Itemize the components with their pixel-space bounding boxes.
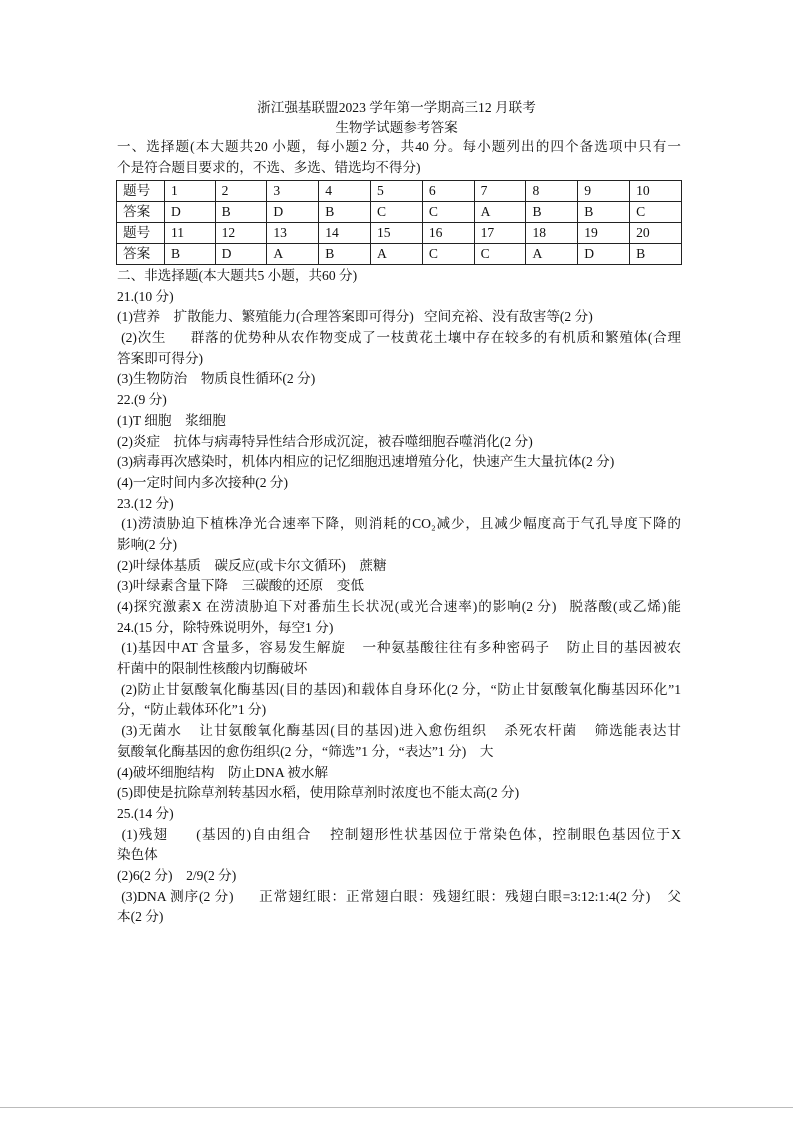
intro-line: 一、选择题(本大题共20 小题，每小题2 分，共40 分。每小题列出的四个备选项中只有一 <box>117 139 681 154</box>
table-cell: 18 <box>526 223 578 244</box>
table-cell: A <box>474 202 526 223</box>
table-cell: 12 <box>215 223 267 244</box>
answer-line: (1)残翅 (基因的)自由组合 控制翅形性状基因位于常染色体，控制眼色基因位于X <box>117 826 681 842</box>
table-cell: 16 <box>422 223 474 244</box>
answer-line: (4)探究激素X 在涝渍胁迫下对番茄生长状况(或光合速率)的影响(2 分) 脱落酸(或乙烯)能 <box>117 599 681 614</box>
answer-line: (5)即使是抗除草剂转基因水稻，使用除草剂时浓度也不能太高(2 分) <box>117 785 520 801</box>
table-cell: 19 <box>578 223 630 244</box>
answer-line: (3)DNA 测序(2 分) 正常翅红眼：正常翅白眼：残翅红眼：残翅白眼=3:12:1:4(2 分) 父 <box>117 888 681 904</box>
table-cell: 7 <box>474 181 526 202</box>
table-cell: C <box>474 244 526 265</box>
table-cell: B <box>319 244 371 265</box>
document-subtitle: 生物学试题参考答案 <box>335 120 458 135</box>
answer-line: (2)炎症 抗体与病毒特异性结合形成沉淀，被吞噬细胞吞噬消化(2 分) <box>117 433 533 449</box>
table-cell: 3 <box>267 181 319 202</box>
answer-line: (3)无菌水 让甘氨酸氧化酶基因(目的基因)进入愈伤组织 杀死农杆菌 筛选能表达甘 <box>117 723 681 739</box>
table-cell: 13 <box>267 223 319 244</box>
intro-line: 个是符合题目要求的，不选、多选、错选均不得分) <box>117 159 421 175</box>
table-cell: B <box>630 244 682 265</box>
answer-line: 二、非选择题(本大题共5 小题，共60 分) <box>117 268 358 283</box>
row-label: 题号 <box>117 181 165 202</box>
answer-line: 25.(14 分) <box>117 805 174 821</box>
answer-line: 22.(9 分) <box>117 392 167 408</box>
table-cell: D <box>267 202 319 223</box>
answer-line: (1)基因中AT 含量多，容易发生解旋 一种氨基酸往往有多种密码子 防止目的基因被农 <box>117 640 681 656</box>
table-cell: 14 <box>319 223 371 244</box>
table-cell: 15 <box>371 223 423 244</box>
table-cell: A <box>371 244 423 265</box>
table-cell: A <box>267 244 319 265</box>
answer-line: (1)涝渍胁迫下植株净光合速率下降，则消耗的CO₂减少，且减少幅度高于气孔导度下降的 <box>117 516 681 532</box>
answer-line: (2)叶绿体基质 碳反应(或卡尔文循环) 蔗糖 <box>117 557 387 573</box>
answer-line: (2)次生 群落的优势种从农作物变成了一枝黄花土壤中存在较多的有机质和繁殖体(合理 <box>117 330 681 346</box>
table-cell: 1 <box>165 181 216 202</box>
table-cell: D <box>578 244 630 265</box>
answer-line: 21.(10 分) <box>117 288 174 304</box>
table-cell: B <box>526 202 578 223</box>
answer-line: (2)防止甘氨酸氧化酶基因(目的基因)和载体自身环化(2 分，“防止甘氨酸氧化酶基因环化”1 <box>117 681 681 697</box>
answer-table <box>116 180 682 265</box>
section2-answers <box>117 266 681 928</box>
section1-intro <box>117 137 681 178</box>
answer-row <box>117 202 682 223</box>
table-cell: 20 <box>630 223 682 244</box>
answer-line: (3)叶绿素含量下降 三碳酸的还原 变低 <box>117 578 364 594</box>
answer-line: 影响(2 分) <box>117 536 178 552</box>
answer-row <box>117 244 682 265</box>
table-cell: C <box>371 202 423 223</box>
table-cell: B <box>578 202 630 223</box>
answer-line: 染色体 <box>117 847 158 863</box>
question-number-row <box>117 223 682 244</box>
answer-line: (4)破坏细胞结构 防止DNA 被水解 <box>117 764 329 780</box>
table-cell: 5 <box>371 181 423 202</box>
table-cell: 8 <box>526 181 578 202</box>
table-cell: B <box>165 244 216 265</box>
table-cell: B <box>319 202 371 223</box>
answer-line: 24.(15 分，除特殊说明外，每空1 分) <box>117 619 334 635</box>
answer-line: 氨酸氧化酶基因的愈伤组织(2 分，“筛选”1 分，“表达”1 分) 大 <box>117 743 494 759</box>
answer-line: (3)生物防治 物质良性循环(2 分) <box>117 371 316 387</box>
answer-line: (2)6(2 分) 2/9(2 分) <box>117 867 237 883</box>
table-cell: C <box>422 244 474 265</box>
table-cell: 9 <box>578 181 630 202</box>
answer-line: 杆菌中的限制性核酸内切酶破坏 <box>117 661 308 677</box>
table-cell: 4 <box>319 181 371 202</box>
answer-line: 23.(12 分) <box>117 495 174 511</box>
document-title: 浙江强基联盟2023 学年第一学期高三12 月联考 <box>257 100 536 115</box>
row-label: 答案 <box>117 202 165 223</box>
answer-line: 分，“防止载体环化”1 分) <box>117 702 267 718</box>
answer-line: (1)营养 扩散能力、繁殖能力(合理答案即可得分) 空间充裕、没有敌害等(2 分) <box>117 309 593 325</box>
row-label: 答案 <box>117 244 165 265</box>
answer-line: (1)T 细胞 浆细胞 <box>117 412 226 428</box>
table-cell: 10 <box>630 181 682 202</box>
answer-line: (4)一定时间内多次接种(2 分) <box>117 474 289 490</box>
table-cell: 11 <box>165 223 216 244</box>
row-label: 题号 <box>117 223 165 244</box>
table-cell: C <box>630 202 682 223</box>
table-cell: C <box>422 202 474 223</box>
answer-line: 答案即可得分) <box>117 350 204 366</box>
table-cell: D <box>165 202 216 223</box>
table-cell: 2 <box>215 181 267 202</box>
page-bottom-rule <box>0 1107 793 1108</box>
table-cell: D <box>215 244 267 265</box>
table-cell: 17 <box>474 223 526 244</box>
table-cell: 6 <box>422 181 474 202</box>
question-number-row <box>117 181 682 202</box>
answer-line: (3)病毒再次感染时，机体内相应的记忆细胞迅速增殖分化，快速产生大量抗体(2 分) <box>117 454 615 470</box>
table-cell: A <box>526 244 578 265</box>
answer-line: 本(2 分) <box>117 909 164 925</box>
table-cell: B <box>215 202 267 223</box>
